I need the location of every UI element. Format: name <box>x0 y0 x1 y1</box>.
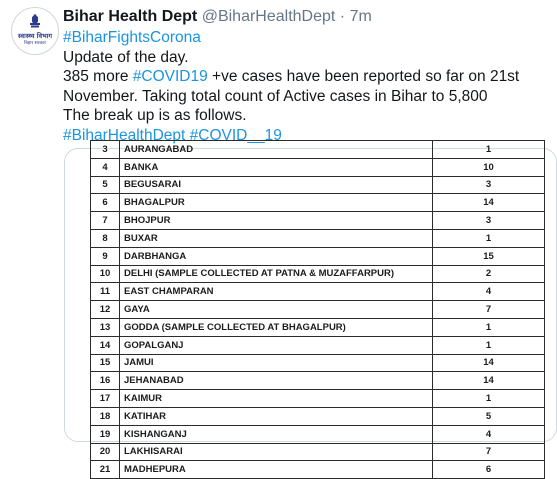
table-row <box>91 461 545 479</box>
row-number: 17 <box>91 390 120 408</box>
case-count: 14 <box>433 372 545 390</box>
district-name: BANKA <box>120 158 433 176</box>
case-count: 15 <box>433 247 545 265</box>
row-number: 14 <box>91 336 120 354</box>
table-row <box>91 407 545 425</box>
table-row <box>91 283 545 301</box>
district-name: BHAGALPUR <box>120 194 433 212</box>
district-name: DELHI (SAMPLE COLLECTED AT PATNA & MUZAFFARPUR) <box>120 265 433 283</box>
district-name: GODDA (SAMPLE COLLECTED AT BHAGALPUR) <box>120 318 433 336</box>
case-count: 1 <box>433 229 545 247</box>
row-number: 20 <box>91 443 120 461</box>
row-number: 7 <box>91 212 120 230</box>
tweet-header <box>63 7 372 27</box>
table-row <box>91 229 545 247</box>
table-row <box>91 265 545 283</box>
table-row <box>91 390 545 408</box>
case-count: 1 <box>433 318 545 336</box>
case-count: 1 <box>433 336 545 354</box>
tweet-line-cases-post: +ve cases have been reported so far on 21st November. Taking total count of Active cases in Bihar to 5,800 <box>63 68 520 105</box>
account-name[interactable]: Bihar Health Dept <box>63 8 198 25</box>
district-name: GAYA <box>120 301 433 319</box>
table-row <box>91 212 545 230</box>
case-count: 7 <box>433 301 545 319</box>
hashtag-covid19[interactable]: #COVID19 <box>132 68 208 85</box>
district-name: GOPALGANJ <box>120 336 433 354</box>
avatar-title: स्वास्थ्य विभाग <box>18 32 52 40</box>
case-count: 6 <box>433 461 545 479</box>
hashtag-covid-19[interactable]: #COVID__19 <box>189 126 282 144</box>
case-count: 2 <box>433 265 545 283</box>
tweet-line-cases-pre: 385 more <box>63 68 133 85</box>
case-count: 4 <box>433 425 545 443</box>
district-name: DARBHANGA <box>120 247 433 265</box>
account-handle[interactable]: @BiharHealthDept <box>201 8 336 25</box>
table-row <box>91 336 545 354</box>
tweet-line-breakup: The break up is as follows. <box>63 107 247 124</box>
tweet-text <box>63 28 543 145</box>
case-count: 3 <box>433 212 545 230</box>
case-count: 3 <box>433 176 545 194</box>
case-count: 5 <box>433 407 545 425</box>
row-number: 21 <box>91 461 120 479</box>
row-number: 3 <box>91 141 120 159</box>
row-number: 13 <box>91 318 120 336</box>
case-count: 1 <box>433 141 545 159</box>
district-name: LAKHISARAI <box>120 443 433 461</box>
case-count: 4 <box>433 283 545 301</box>
table-row <box>91 247 545 265</box>
row-number: 15 <box>91 354 120 372</box>
row-number: 19 <box>91 425 120 443</box>
case-count: 1 <box>433 390 545 408</box>
table-row <box>91 425 545 443</box>
row-number: 11 <box>91 283 120 301</box>
case-count: 10 <box>433 158 545 176</box>
district-name: BUXAR <box>120 229 433 247</box>
table-row <box>91 318 545 336</box>
row-number: 8 <box>91 229 120 247</box>
separator-dot: · <box>339 8 346 25</box>
row-number: 12 <box>91 301 120 319</box>
table-row <box>91 372 545 390</box>
district-name: JAMUI <box>120 354 433 372</box>
district-name: BEGUSARAI <box>120 176 433 194</box>
table-row <box>91 176 545 194</box>
table-row <box>91 354 545 372</box>
district-table <box>90 140 545 479</box>
table-row <box>91 194 545 212</box>
hashtag-biharfightscorona[interactable]: #BiharFightsCorona <box>63 29 201 46</box>
avatar-subtitle: बिहार सरकार <box>24 41 46 46</box>
row-number: 6 <box>91 194 120 212</box>
ashoka-emblem-icon <box>28 14 42 29</box>
table-row <box>91 443 545 461</box>
table-row <box>91 141 545 159</box>
tweet-timestamp[interactable]: 7m <box>349 8 372 25</box>
row-number: 10 <box>91 265 120 283</box>
row-number: 5 <box>91 176 120 194</box>
district-name: EAST CHAMPARAN <box>120 283 433 301</box>
row-number: 16 <box>91 372 120 390</box>
avatar[interactable] <box>11 7 59 55</box>
table-row <box>91 158 545 176</box>
table-row <box>91 301 545 319</box>
district-name: KAIMUR <box>120 390 433 408</box>
row-number: 18 <box>91 407 120 425</box>
hashtag-biharhealthdept[interactable]: #BiharHealthDept <box>63 126 186 144</box>
district-name: KISHANGANJ <box>120 425 433 443</box>
row-number: 4 <box>91 158 120 176</box>
tweet-image[interactable] <box>64 143 557 476</box>
case-count: 7 <box>433 443 545 461</box>
district-name: BHOJPUR <box>120 212 433 230</box>
tweet-line-update: Update of the day. <box>63 48 189 66</box>
district-name: MADHEPURA <box>120 461 433 479</box>
case-count: 14 <box>433 194 545 212</box>
case-count: 14 <box>433 354 545 372</box>
district-name: AURANGABAD <box>120 141 433 159</box>
district-name: JEHANABAD <box>120 372 433 390</box>
district-name: KATIHAR <box>120 407 433 425</box>
row-number: 9 <box>91 247 120 265</box>
